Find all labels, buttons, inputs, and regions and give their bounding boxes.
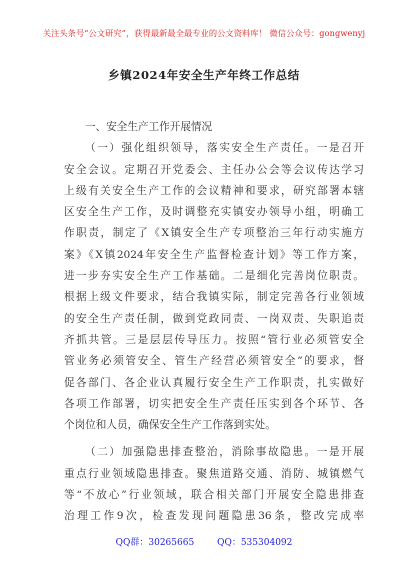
text-line: 进一步夯实安全生产工作基础。二是细化完善岗位职责。 bbox=[64, 270, 364, 283]
text-line: 上级有关安全生产工作的会议精神和要求，研究部署本辖 bbox=[64, 184, 364, 197]
paragraph-2 bbox=[64, 442, 364, 527]
text-line: 各项工作部署，切实把安全生产责任压实到各个环节、各 bbox=[64, 397, 364, 410]
qq-group-number: QQ群：30265665 bbox=[115, 538, 195, 548]
text-line: （二）加强隐患排查整治，消除事故隐患。一是开展 bbox=[85, 446, 364, 459]
text-line: 个岗位和人员，确保安全生产工作落到实处。 bbox=[64, 419, 276, 432]
text-line: 案》《X镇2024年安全生产监督检查计划》等工作方案， bbox=[64, 248, 364, 261]
section-heading: 一、安全生产工作开展情况 bbox=[85, 121, 213, 133]
paragraph-1 bbox=[64, 138, 364, 436]
text-line: 治理工作9次，检查发现问题隐患36条，整改完成率 bbox=[64, 510, 364, 523]
qq-number: QQ：535304092 bbox=[217, 538, 293, 548]
document-title: 乡镇2024年安全生产年终工作总结 bbox=[108, 68, 300, 82]
text-line: 齐抓共管。三是层层传导压力。按照“管行业必须管安全 bbox=[64, 333, 364, 346]
text-line: 安全会议。定期召开党委会、主任办公会等会议传达学习 bbox=[64, 163, 364, 176]
text-line: 的安全生产责任制，做到党政同责、一岗双责、失职追责 bbox=[64, 312, 364, 325]
document-body bbox=[64, 117, 364, 528]
contact-footer bbox=[0, 535, 408, 548]
text-line: 区安全生产工作，及时调整充实镇安办领导小组，明确工 bbox=[64, 206, 364, 219]
text-line: 等“不放心”行业领域，联合相关部门开展安全隐患排查 bbox=[64, 489, 364, 502]
text-line: 作职责，制定了《X镇安全生产专项整治三年行动实施方 bbox=[64, 227, 364, 240]
promo-banner: 关注头条号“公文研究”，获得最新最全最专业的公文资料库！ 微信公众号：gongwenyj bbox=[42, 28, 366, 38]
text-line: 重点行业领域隐患排查。聚焦道路交通、消防、城镇燃气 bbox=[64, 467, 364, 480]
text-line: （一）强化组织领导，落实安全生产责任。一是召开 bbox=[85, 142, 364, 155]
text-line: 管业务必须管安全、管生产经营必须管安全”的要求，督 bbox=[64, 355, 364, 368]
text-line: 促各部门、各企业认真履行安全生产工作职责，扎实做好 bbox=[64, 376, 364, 389]
text-line: 根据上级文件要求，结合我镇实际，制定完善各行业领域 bbox=[64, 291, 364, 304]
